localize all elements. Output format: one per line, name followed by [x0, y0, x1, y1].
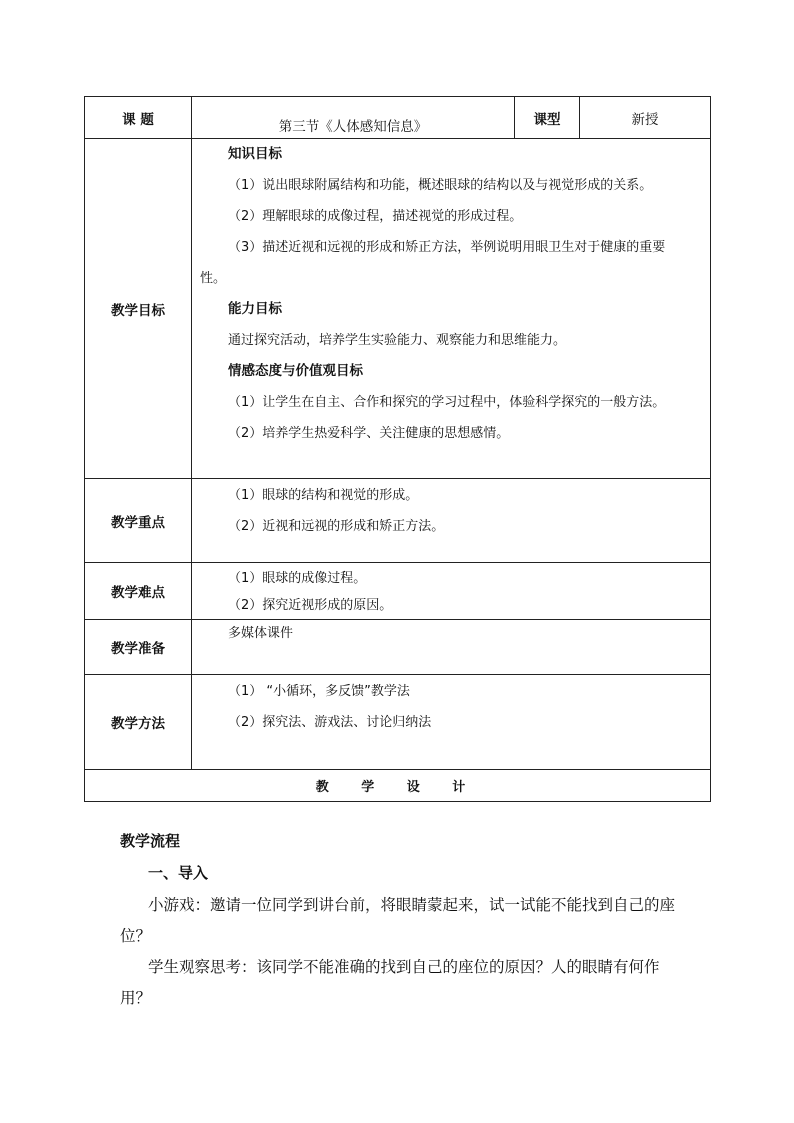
ability-text: 通过探究活动，培养学生实验能力、观察能力和思维能力。 — [228, 333, 567, 348]
flow-paragraph: 学生观察思考：该同学不能准确的找到自己的座位的原因？人的眼睛有何作用？ — [120, 958, 660, 1007]
key-point-item: （2）近视和远视的形成和矫正方法。 — [228, 519, 445, 534]
method-item: （2）探究法、游戏法、讨论归纳法 — [228, 715, 432, 730]
subject-value: 第三节《人体感知信息》 — [192, 97, 515, 139]
objectives-label: 教学目标 — [85, 139, 192, 479]
knowledge-item: （1）说出眼球附属结构和功能，概述眼球的结构以及与视觉形成的关系。 — [228, 178, 653, 193]
ability-heading: 能力目标 — [228, 301, 282, 317]
emotion-item: （1）让学生在自主、合作和探究的学习过程中，体验科学探究的一般方法。 — [228, 395, 666, 410]
knowledge-item: （3）描述近视和远视的形成和矫正方法，举例说明用眼卫生对于健康的重要 — [228, 240, 666, 255]
knowledge-item: （2）理解眼球的成像过程，描述视觉的形成过程。 — [228, 209, 523, 224]
difficulty-item: （1）眼球的成像过程。 — [228, 571, 367, 586]
knowledge-item: 性。 — [200, 271, 227, 286]
key-point-item: （1）眼球的结构和视觉的形成。 — [228, 488, 419, 503]
intro-heading: 一、导入 — [148, 864, 209, 882]
emotion-item: （2）培养学生热爱科学、关注健康的思想感情。 — [228, 426, 510, 441]
method-cell — [192, 675, 711, 770]
key-points-label: 教学重点 — [85, 479, 192, 563]
prep-label: 教学准备 — [85, 620, 192, 675]
difficulty-cell — [192, 563, 711, 620]
prep-cell — [192, 620, 711, 675]
flow-paragraph: 小游戏：邀请一位同学到讲台前，将眼睛蒙起来，试一试能不能找到自己的座位？ — [120, 896, 676, 945]
method-item: （1） “小循环，多反馈”教学法 — [228, 684, 410, 699]
difficulty-label: 教学难点 — [85, 563, 192, 620]
emotion-heading: 情感态度与价值观目标 — [228, 363, 363, 379]
prep-text: 多媒体课件 — [228, 626, 294, 641]
objectives-cell — [192, 139, 711, 479]
lesson-plan-table — [84, 96, 711, 802]
teaching-design-header: 教 学 设 计 — [85, 770, 711, 802]
difficulty-item: （2）探究近视形成的原因。 — [228, 598, 393, 613]
type-label: 课型 — [515, 97, 580, 139]
type-value: 新授 — [580, 97, 711, 139]
flow-title: 教学流程 — [120, 832, 181, 850]
subject-label: 课 题 — [85, 97, 192, 139]
method-label: 教学方法 — [85, 675, 192, 770]
key-points-cell — [192, 479, 711, 563]
knowledge-heading: 知识目标 — [228, 146, 282, 162]
